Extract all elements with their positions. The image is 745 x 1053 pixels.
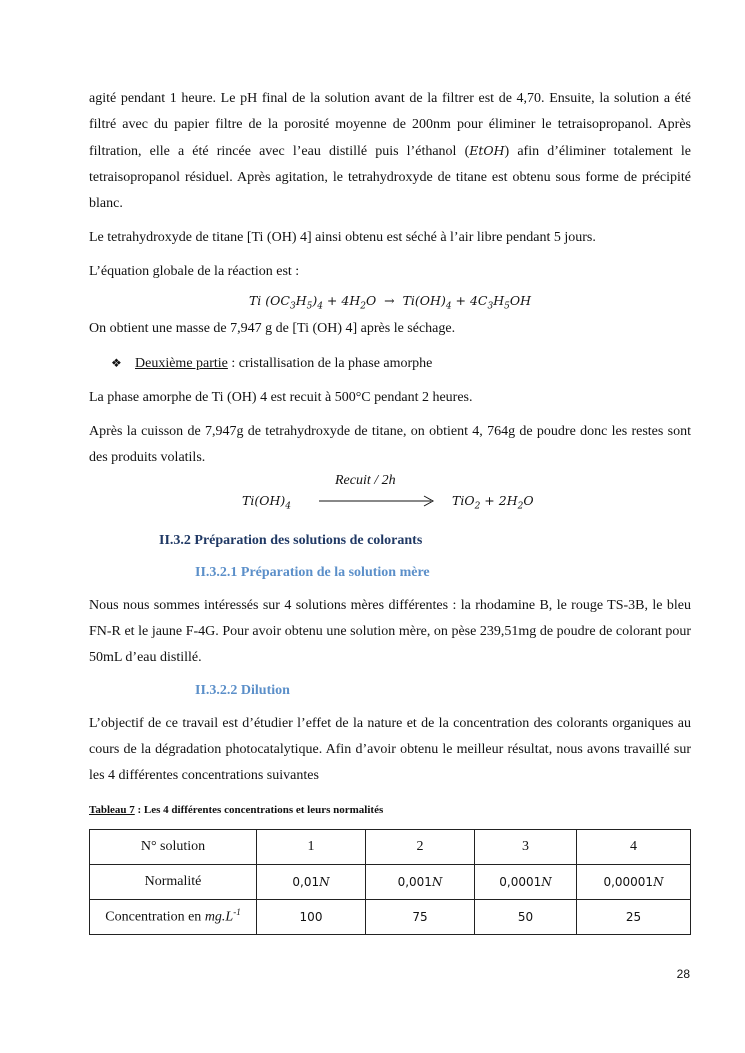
table-row xyxy=(90,864,691,899)
paragraph-annealing: La phase amorphe de Ti (OH) 4 est recuit à 500°C pendant 2 heures. xyxy=(89,389,473,405)
bullet-second-part: ❖ Deuxième partie : cristallisation de la phase amorphe xyxy=(89,350,691,377)
paragraph-filtration: agité pendant 1 heure. Le pH final de la solution avant de la filtrer est de 4,70. Ensuite, la solution a été filtré avec du papier filtre de la porosité moyenne de 200nm pour éliminer le tetraisopropanol. Après filtration, elle a été rincée avec l’eau distillé puis l’éthanol (EtOH) afin d’éliminer totalement le tetraisopropanol résiduel. Après agitation, le tetrahydroxyde de titane est obtenu sous forme de précipité blanc. xyxy=(89,91,691,211)
paragraph-mother-solutions: Nous nous sommes intéressés sur 4 solutions mères différentes : la rhodamine B, le rouge TS-3B, le bleu FN-R et le jaune F-4G. Pour avoir obtenu une solution mère, on pèse 239,51mg de poudre de colorant pour 50mL d’eau distillé. xyxy=(89,597,691,665)
table-cell: 50 xyxy=(475,899,577,934)
paragraph-mass: On obtient une masse de 7,947 g de [Ti (OH) 4] après le séchage. xyxy=(89,320,456,336)
document-page xyxy=(89,86,691,935)
table-cell: 1 xyxy=(257,829,366,864)
etoh-formula: EtOH xyxy=(469,143,505,158)
reaction-condition-label: Recuit / 2h xyxy=(335,472,396,488)
bullet-underlined-title: Deuxième partie xyxy=(135,355,228,371)
diamond-bullet-icon: ❖ xyxy=(111,355,122,370)
table-cell: 25 xyxy=(577,899,691,934)
annealing-reaction xyxy=(89,473,691,517)
paragraph-cooking: Après la cuisson de 7,947g de tetrahydroxyde de titane, on obtient 4, 764g de poudre donc les restes sont des produits volatils. xyxy=(89,423,691,465)
table-row-header: Concentration en $mg.L^{-1}$ xyxy=(90,899,257,934)
page-number: 28 xyxy=(676,967,690,981)
table-row xyxy=(90,899,691,934)
heading-dye-solutions: II.3.2 Préparation des solutions de colorants xyxy=(159,532,423,548)
table-cell: 3 xyxy=(475,829,577,864)
table-cell: 0,0001N xyxy=(475,864,577,899)
paragraph-drying: Le tetrahydroxyde de titane [Ti (OH) 4] ainsi obtenu est séché à l’air libre pendant 5 jours. xyxy=(89,230,596,245)
paragraph-objective: L’objectif de ce travail est d’étudier l’effet de la nature et de la concentration des colorants organiques au cours de la dégradation photocatalytique. Afin d’avoir obtenu le meilleur résultat, nous avons travaillé sur les 4 différentes concentrations suivantes xyxy=(89,715,691,783)
reaction-reactant: $Ti(OH)_4$ xyxy=(242,492,291,511)
table-cell: 0,001N xyxy=(366,864,475,899)
table-cell: 0,01N xyxy=(257,864,366,899)
reaction-products: $TiO_2 + 2H_2O$ xyxy=(452,492,534,511)
table-cell: 2 xyxy=(366,829,475,864)
table-row xyxy=(90,829,691,864)
table-cell: 100 xyxy=(257,899,366,934)
table-row-header: Normalité xyxy=(90,864,257,899)
table-cell: 0,00001N xyxy=(577,864,691,899)
paragraph-equation-intro: L’équation globale de la réaction est : xyxy=(89,264,300,279)
table-cell: 75 xyxy=(366,899,475,934)
heading-dilution: II.3.2.2 Dilution xyxy=(195,682,290,698)
table-cell: 4 xyxy=(577,829,691,864)
concentrations-table xyxy=(89,829,691,935)
reaction-arrow-icon xyxy=(319,495,435,507)
heading-mother-solution: II.3.2.1 Préparation de la solution mère xyxy=(195,564,430,580)
global-reaction-equation: Ti $(OC_3H_5)_4 + 4H_2O \to Ti(OH)_4 + 4C_3H_5OH$ xyxy=(248,293,532,312)
table-caption: Tableau 7 : Les 4 différentes concentrations et leurs normalités xyxy=(89,803,384,816)
table-row-header: N° solution xyxy=(90,829,257,864)
